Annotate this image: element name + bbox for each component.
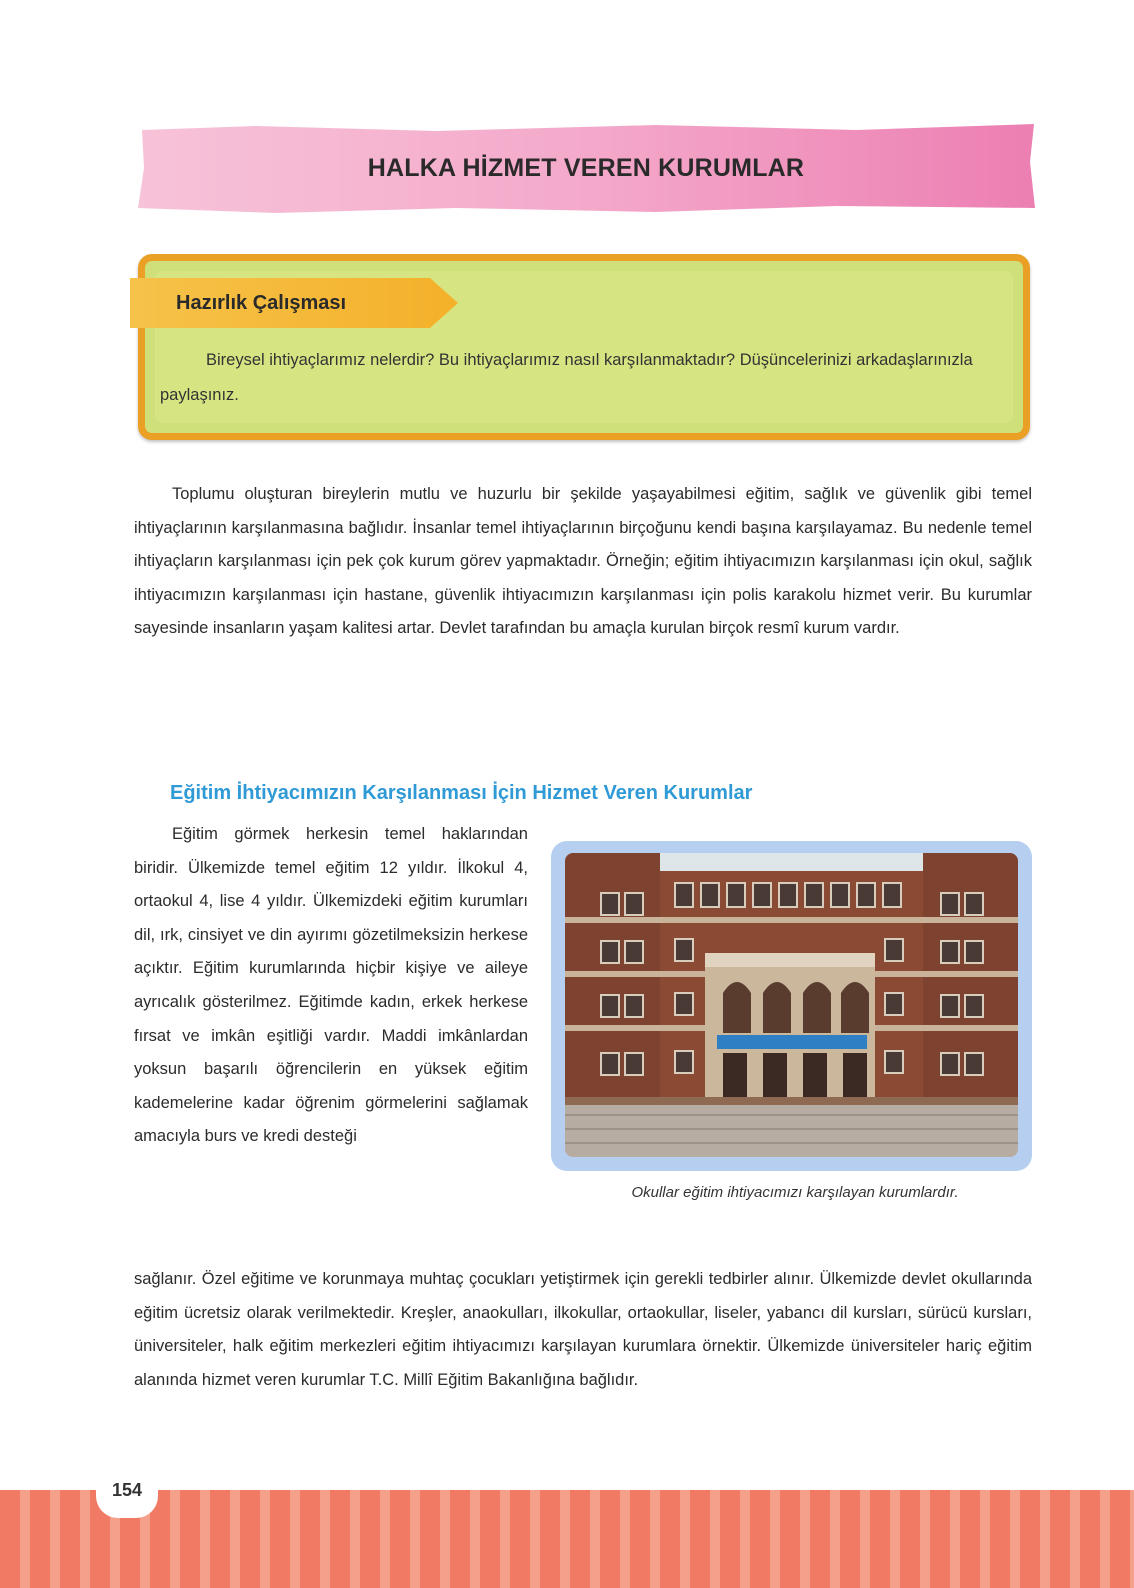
page-number: 154 <box>111 1480 143 1500</box>
education-paragraph-continued: sağlanır. Özel eğitime ve korunmaya muhtaç çocukları yetiştirmek için gerekli tedbirler alınır. Ülkemizde devlet okullarında eğitim ücretsiz olarak verilmektedir. Kreşler, anaokulları, ilkokullar, ortaokullar, liseler, yabancı dil kursları, sürücü kursları, üniversiteler, halk eğitim merkezleri eğitim ihtiyacımızı karşılayan kurumlara örnektir. Ülkemizde üniversiteler hariç eğitim alanında hizmet veren kurumlar T.C. Millî Eğitim Bakanlığına bağlıdır. <box>134 1270 1032 1389</box>
photo-caption: Okullar eğitim ihtiyacımızı karşılayan kurumlardır. <box>631 1184 959 1201</box>
intro-paragraph: Toplumu oluşturan bireylerin mutlu ve huzurlu bir şekilde yaşayabilmesi eğitim, sağlık ve güvenlik gibi temel ihtiyaçlarının karşılanmasına bağlıdır. İnsanlar temel ihtiyaçlarının birçoğunu kendi başına karşılayamaz. Bu nedenle temel ihtiyaçların karşılanması için pek çok kurum görev yapmaktadır. Örneğin; eğitim ihtiyacımızın karşılanması için okul, sağlık ihtiyacımızın karşılanması için hastane, güvenlik ihtiyacımızın karşılanması için polis karakolu hizmet verir. Bu kurumlar sayesinde insanların yaşam kalitesi artar. Devlet tarafından bu amaçla kurulan birçok resmî kurum vardır. <box>134 485 1032 637</box>
section-heading: Eğitim İhtiyacımızın Karşılanması İçin Hizmet Veren Kurumlar <box>170 782 753 804</box>
page-title: HALKA HİZMET VEREN KURUMLAR <box>367 154 805 182</box>
school-building-illustration <box>565 853 1018 1157</box>
school-building-photo <box>565 853 1018 1157</box>
education-paragraph: Eğitim görmek herkesin temel haklarından biridir. Ülkemizde temel eğitim 12 yıldır. İlkokul 4, ortaokul 4, lise 4 yıldır. Ülkemizdeki eğitim kurumları dil, ırk, cinsiyet ve din ayırımı gözetilmeksizin herkese açıktır. Eğitim kurumlarında hiçbir kişiye ve aileye ayrıcalık gösterilmez. Eğitimde kadın, erkek herkese fırsat ve imkân eşitliği vardır. Maddi imkânlardan yoksun başarılı öğrencilerin en yüksek eğitim kademelerine kadar öğrenim görmelerini sağlamak amacıyla burs ve kredi desteği <box>134 825 528 1146</box>
preparation-text: Bireysel ihtiyaçlarımız nelerdir? Bu ihtiyaçlarımız nasıl karşılanmaktadır? Düşüncelerinizi arkadaşlarınızla paylaşınız. <box>160 351 973 404</box>
footer-stripes <box>0 1490 1134 1588</box>
preparation-label: Hazırlık Çalışması <box>176 292 347 314</box>
title-banner <box>136 122 1036 214</box>
photo-frame <box>551 841 1032 1171</box>
page-number-tab <box>96 1474 158 1518</box>
preparation-tab <box>130 278 460 328</box>
